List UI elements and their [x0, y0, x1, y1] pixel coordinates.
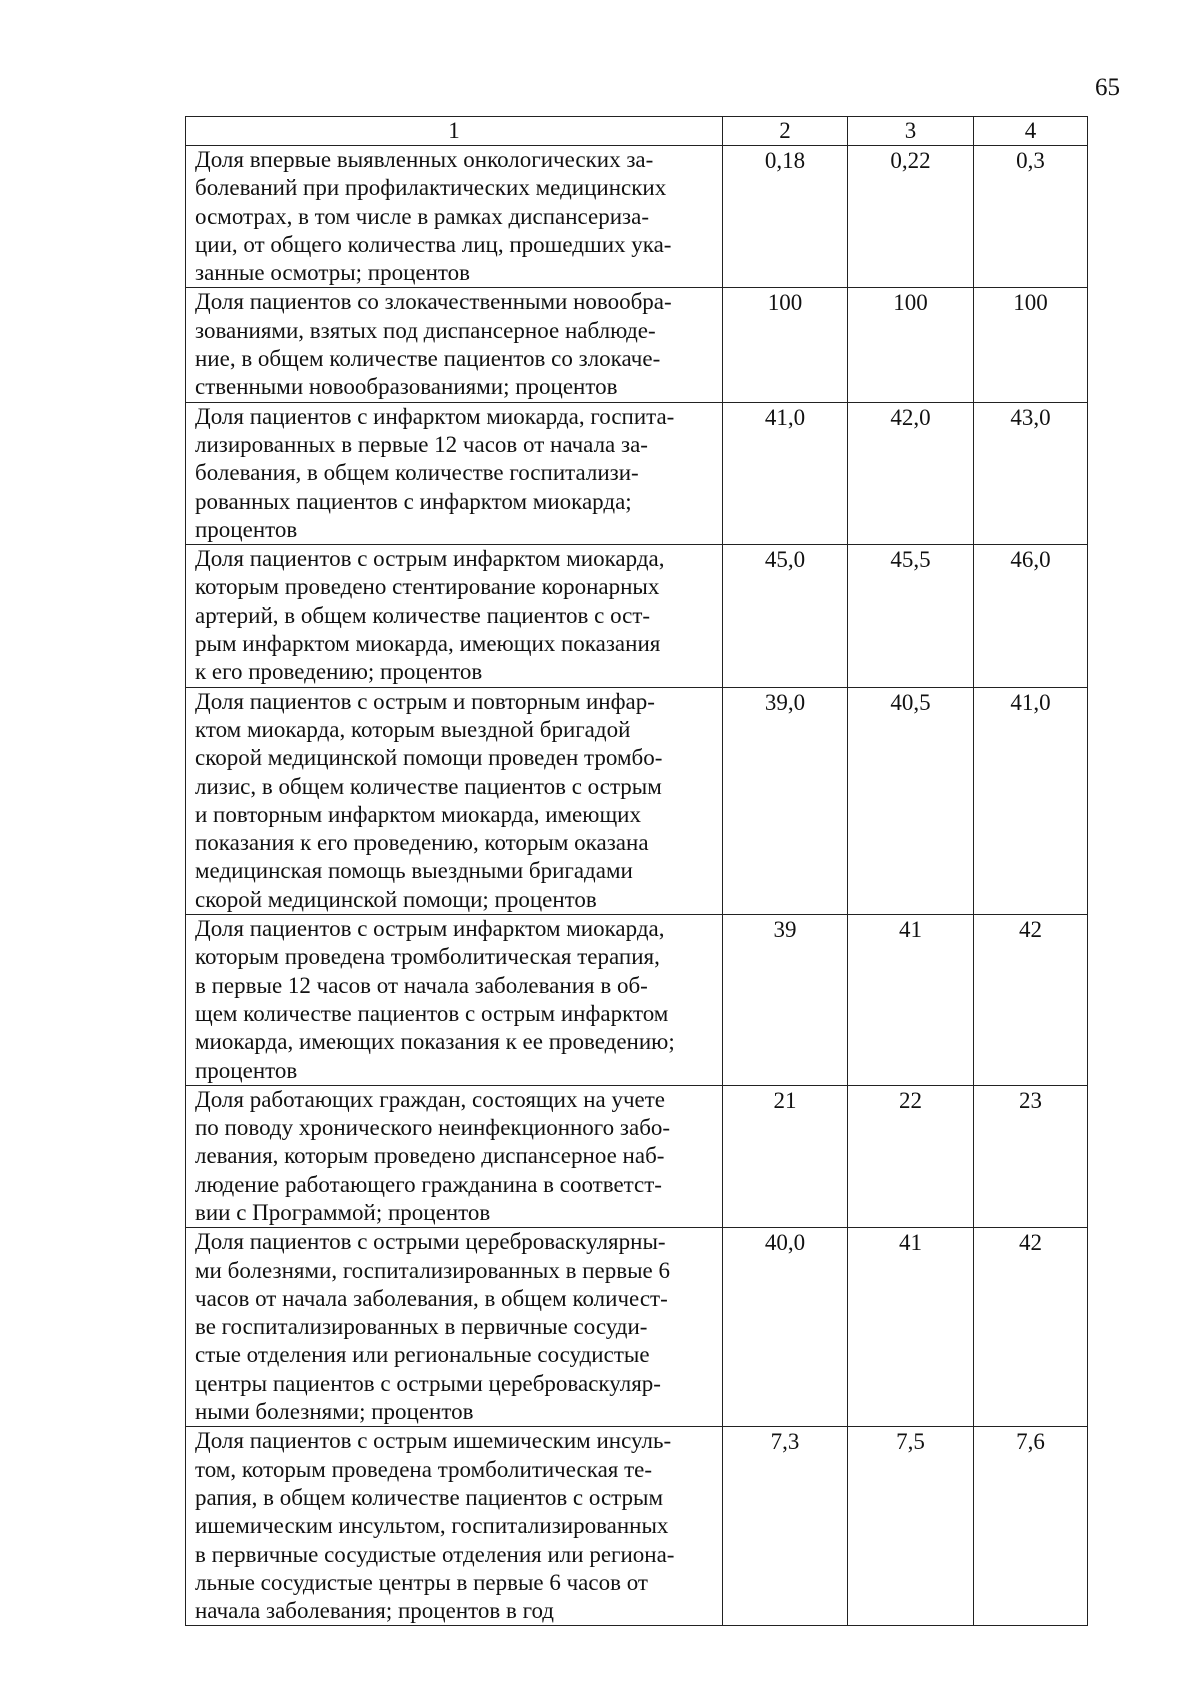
description-line: лизис, в общем количестве пациентов с острым — [195, 773, 662, 799]
table-row — [186, 288, 1088, 402]
indicator-description — [186, 288, 723, 402]
description-line: процентов — [195, 1057, 298, 1083]
column-header: 4 — [974, 117, 1088, 146]
indicators-table-body — [186, 117, 1088, 1626]
description-line: ственными новообразованиями; процентов — [195, 374, 618, 400]
description-line: миокарда, имеющих показания к ее проведению; — [195, 1029, 675, 1055]
indicator-description — [186, 545, 723, 687]
description-line: Доля работающих граждан, состоящих на учете — [195, 1086, 665, 1112]
indicator-value: 39,0 — [723, 687, 848, 914]
indicator-value: 22 — [848, 1085, 974, 1227]
indicator-description — [186, 687, 723, 914]
description-line: Доля пациентов с острыми цереброваскулярны- — [195, 1229, 666, 1255]
description-line: Доля пациентов со злокачественными новообра- — [195, 289, 672, 315]
description-line: ве госпитализированных в первичные сосуди- — [195, 1314, 648, 1340]
indicator-value: 43,0 — [974, 402, 1088, 544]
description-line: центры пациентов с острыми цереброваскуляр- — [195, 1370, 661, 1396]
description-line: вии с Программой; процентов — [195, 1199, 491, 1225]
indicator-value: 100 — [848, 288, 974, 402]
indicator-value: 41 — [848, 1228, 974, 1427]
indicator-value: 7,5 — [848, 1427, 974, 1626]
indicator-value: 45,0 — [723, 545, 848, 687]
description-line: часов от начала заболевания, в общем количест- — [195, 1285, 668, 1311]
description-line: льные сосудистые центры в первые 6 часов от — [195, 1569, 648, 1595]
description-line: и повторным инфарктом миокарда, имеющих — [195, 801, 641, 827]
description-line: левания, которым проведено диспансерное наб- — [195, 1143, 665, 1169]
description-line: Доля пациентов с острым ишемическим инсуль- — [195, 1428, 672, 1454]
description-line: показания к его проведению, которым оказана — [195, 830, 649, 856]
description-line: людение работающего гражданина в соответст- — [195, 1171, 662, 1197]
indicator-value: 0,22 — [848, 146, 974, 288]
column-header: 2 — [723, 117, 848, 146]
indicator-value: 0,18 — [723, 146, 848, 288]
indicator-value: 40,0 — [723, 1228, 848, 1427]
table-row — [186, 687, 1088, 914]
description-line: щем количестве пациентов с острым инфарктом — [195, 1000, 669, 1026]
page-number: 65 — [1095, 74, 1120, 101]
indicator-description — [186, 1085, 723, 1227]
description-line: медицинская помощь выездными бригадами — [195, 858, 633, 884]
description-line: рым инфарктом миокарда, имеющих показания — [195, 631, 661, 657]
indicator-value: 21 — [723, 1085, 848, 1227]
column-header: 3 — [848, 117, 974, 146]
description-line: артерий, в общем количестве пациентов с ост- — [195, 602, 651, 628]
indicator-value: 7,3 — [723, 1427, 848, 1626]
description-line: Доля пациентов с острым и повторным инфар- — [195, 688, 655, 714]
indicator-description — [186, 915, 723, 1086]
table-row — [186, 1427, 1088, 1626]
description-line: болеваний при профилактических медицинских — [195, 175, 667, 201]
indicator-description — [186, 1228, 723, 1427]
description-line: которым проведено стентирование коронарных — [195, 574, 660, 600]
indicator-value: 42 — [974, 1228, 1088, 1427]
indicator-description — [186, 402, 723, 544]
indicator-value: 40,5 — [848, 687, 974, 914]
description-line: болевания, в общем количестве госпитализи- — [195, 460, 639, 486]
indicator-value: 41,0 — [974, 687, 1088, 914]
table-header-row — [186, 117, 1088, 146]
table-row — [186, 545, 1088, 687]
column-header: 1 — [186, 117, 723, 146]
description-line: том, которым проведена тромболитическая те- — [195, 1456, 653, 1482]
table-row — [186, 915, 1088, 1086]
indicator-value: 7,6 — [974, 1427, 1088, 1626]
indicator-value: 41 — [848, 915, 974, 1086]
description-line: по поводу хронического неинфекционного забо- — [195, 1115, 671, 1141]
description-line: Доля впервые выявленных онкологических за- — [195, 147, 654, 172]
indicator-value: 46,0 — [974, 545, 1088, 687]
description-line: ктом миокарда, которым выездной бригадой — [195, 716, 631, 742]
description-line: осмотрах, в том числе в рамках диспансериза- — [195, 203, 649, 229]
indicator-description — [186, 1427, 723, 1626]
description-line: стые отделения или региональные сосудистые — [195, 1342, 650, 1368]
description-line: процентов — [195, 516, 298, 542]
description-line: в первые 12 часов от начала заболевания в об- — [195, 972, 648, 998]
table-row — [186, 146, 1088, 288]
description-line: Доля пациентов с острым инфарктом миокарда, — [195, 546, 665, 572]
description-line: зованиями, взятых под диспансерное наблюде- — [195, 317, 656, 343]
indicator-description — [186, 146, 723, 288]
indicator-value: 42 — [974, 915, 1088, 1086]
table-row — [186, 1228, 1088, 1427]
table-row — [186, 402, 1088, 544]
description-line: лизированных в первые 12 часов от начала за- — [195, 431, 648, 457]
description-line: скорой медицинской помощи; процентов — [195, 886, 597, 912]
description-line: рованных пациентов с инфарктом миокарда; — [195, 488, 632, 514]
description-line: Доля пациентов с острым инфарктом миокарда, — [195, 916, 665, 942]
indicator-value: 100 — [974, 288, 1088, 402]
indicator-value: 100 — [723, 288, 848, 402]
description-line: ными болезнями; процентов — [195, 1399, 474, 1425]
description-line: в первичные сосудистые отделения или регионa- — [195, 1541, 675, 1567]
description-line: ми болезнями, госпитализированных в первые 6 — [195, 1257, 670, 1283]
description-line: ции, от общего количества лиц, прошедших ука- — [195, 231, 672, 257]
indicator-value: 23 — [974, 1085, 1088, 1227]
indicator-value: 42,0 — [848, 402, 974, 544]
indicator-value: 41,0 — [723, 402, 848, 544]
description-line: рапия, в общем количестве пациентов с острым — [195, 1484, 664, 1510]
indicator-value: 39 — [723, 915, 848, 1086]
indicator-value: 0,3 — [974, 146, 1088, 288]
description-line: занные осмотры; процентов — [195, 260, 471, 286]
description-line: начала заболевания; процентов в год — [195, 1598, 554, 1624]
description-line: ишемическим инсультом, госпитализированных — [195, 1513, 669, 1539]
table-row — [186, 1085, 1088, 1227]
description-line: к его проведению; процентов — [195, 659, 483, 685]
indicator-value: 45,5 — [848, 545, 974, 687]
indicators-table — [185, 116, 1088, 1626]
description-line: ние, в общем количестве пациентов со злокаче- — [195, 346, 661, 372]
description-line: которым проведена тромболитическая терапия, — [195, 944, 660, 970]
description-line: скорой медицинской помощи проведен тромбо- — [195, 745, 663, 771]
description-line: Доля пациентов с инфарктом миокарда, госпита- — [195, 403, 675, 429]
